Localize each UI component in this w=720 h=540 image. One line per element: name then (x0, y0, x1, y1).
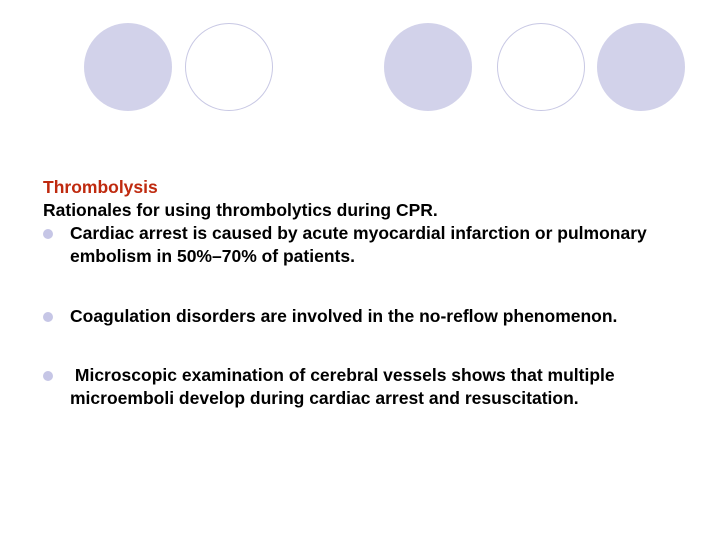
bullet-item (43, 305, 683, 328)
bullet-item (43, 364, 683, 410)
bullet-item (43, 222, 683, 268)
decorative-circle-filled (84, 23, 172, 111)
bullet-icon (43, 312, 53, 322)
decorative-circle-outline (497, 23, 585, 111)
slide-heading: Thrombolysis (43, 177, 158, 197)
bullet-text: Coagulation disorders are involved in the no-reflow phenomenon. (70, 306, 618, 326)
decorative-circle-filled (384, 23, 472, 111)
bullet-icon (43, 229, 53, 239)
slide-content (43, 176, 683, 410)
decorative-circle-outline (185, 23, 273, 111)
slide-subheading: Rationales for using thrombolytics during CPR. (43, 200, 438, 220)
bullet-text: Cardiac arrest is caused by acute myocardial infarction or pulmonary embolism in 50%–70% of patients. (70, 223, 647, 266)
bullet-text: Microscopic examination of cerebral vessels shows that multiple microemboli develop during cardiac arrest and resuscitation. (70, 365, 620, 408)
bullet-icon (43, 371, 53, 381)
decorative-circle-filled (597, 23, 685, 111)
bullet-list (43, 222, 683, 410)
